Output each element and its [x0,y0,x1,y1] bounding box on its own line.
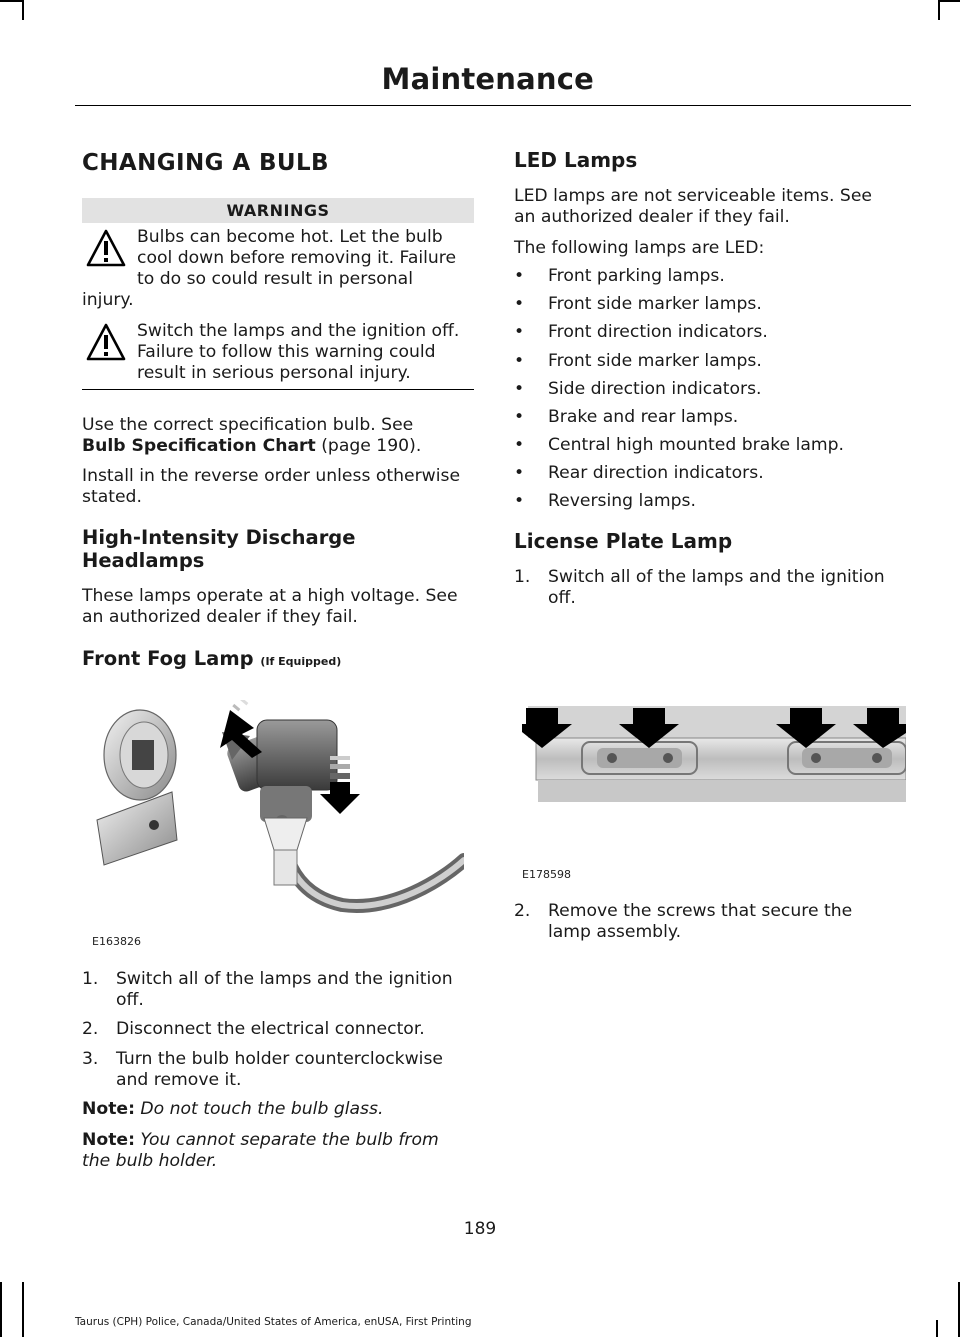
step-line: Disconnect the electrical connector. [116,1019,425,1039]
bullet-dot: • [514,463,525,483]
step-line: Switch all of the lamps and the ignition [116,969,453,989]
warnings-rule [82,389,474,390]
note [82,1099,474,1120]
crop-mark [0,1282,2,1337]
crop-mark [22,0,24,20]
led-list-item [514,294,762,315]
warning-text [82,227,474,311]
hid-heading [82,526,356,572]
step-line: Turn the bulb holder counterclockwise [116,1049,443,1069]
led-item-text: Front side marker lamps. [548,351,762,371]
footer-text: Taurus (CPH) Police, Canada/United States of America, enUSA, First Printing [75,1316,472,1328]
install-line: stated. [82,487,142,507]
step-item [82,969,474,1011]
note-text: You cannot separate the bulb from [140,1130,439,1150]
warning-line: to do so could result in personal [137,269,413,289]
warning-text [82,321,474,384]
crop-mark [0,0,22,2]
led-item-text: Rear direction indicators. [548,463,764,483]
fog-heading [82,647,341,673]
hid-heading-line: High-Intensity Discharge [82,526,356,549]
install-paragraph [82,466,474,508]
warning-line: cool down before removing it. Failure [137,248,457,268]
hid-heading-line: Headlamps [82,549,205,572]
bullet-dot: • [514,379,525,399]
step-line: and remove it. [116,1070,242,1090]
step-number: 2. [82,1019,99,1039]
bullet-dot: • [514,407,525,427]
bullet-dot: • [514,351,525,371]
warnings-band: WARNINGS [82,198,474,223]
spec-paragraph [82,415,474,457]
spec-page-ref: (page 190). [315,436,422,456]
led-list-item [514,266,725,287]
fog-qualifier: (If Equipped) [260,655,342,668]
bullet-dot: • [514,491,525,511]
hid-line: an authorized dealer if they fail. [82,607,358,627]
led-item-text: Reversing lamps. [548,491,696,511]
header-rule [75,105,911,106]
led-item-text: Central high mounted brake lamp. [548,435,845,455]
led-item-text: Front parking lamps. [548,266,725,286]
step-item [82,1049,474,1091]
bullet-dot: • [514,266,525,286]
step-line: off. [548,588,576,608]
led-line: an authorized dealer if they fail. [514,207,790,227]
install-line: Install in the reverse order unless otherwise [82,466,461,486]
spec-text: Use the correct specification bulb. See [82,415,414,435]
step-item [82,1019,474,1040]
led-item-text: Side direction indicators. [548,379,762,399]
led-line: LED lamps are not serviceable items. See [514,186,872,206]
fog-figure-label: E163826 [92,935,141,948]
led-list-item [514,435,844,456]
note [82,1130,474,1172]
led-item-text: Brake and rear lamps. [548,407,739,427]
step-number: 2. [514,901,531,921]
bullet-dot: • [514,294,525,314]
step-number: 1. [82,969,99,989]
warning-line: Switch the lamps and the ignition off. [137,321,460,341]
note-label: Note: [82,1099,135,1119]
step-line: Remove the screws that secure the [548,901,853,921]
step-number: 3. [82,1049,99,1069]
page-number: 189 [463,1219,497,1239]
bulb-chart-link[interactable]: Bulb Specification Chart [82,436,316,456]
note-label: Note: [82,1130,135,1150]
led-list-item [514,379,762,400]
fog-heading-text: Front Fog Lamp [82,647,254,670]
section-heading: CHANGING A BULB [82,150,329,176]
step-line: Switch all of the lamps and the ignition [548,567,885,587]
step-line: lamp assembly. [548,922,682,942]
license-heading: License Plate Lamp [514,529,733,553]
led-paragraph [514,186,906,228]
license-figure-label: E178598 [522,868,571,881]
led-list-item [514,351,762,372]
step-number: 1. [514,567,531,587]
license-step [514,567,906,609]
led-list-item [514,407,738,428]
bullet-dot: • [514,322,525,342]
warning-line: Bulbs can become hot. Let the bulb [137,227,443,247]
led-heading: LED Lamps [514,148,638,172]
page-title: Maintenance [381,62,594,96]
hid-paragraph [82,586,474,628]
step-line: off. [116,990,144,1010]
led-list-item [514,322,768,343]
warning-line: injury. [82,290,134,310]
led-item-text: Front side marker lamps. [548,294,762,314]
note-text: Do not touch the bulb glass. [140,1099,384,1119]
license-step [514,901,906,943]
hid-line: These lamps operate at a high voltage. See [82,586,458,606]
bullet-dot: • [514,435,525,455]
led-item-text: Front direction indicators. [548,322,768,342]
crop-mark [938,0,940,20]
led-list-item [514,491,696,512]
crop-mark [938,0,960,2]
warning-line: result in serious personal injury. [137,363,411,383]
warning-line: Failure to follow this warning could [137,342,436,362]
license-lamp-figure [522,700,906,810]
led-list-item [514,463,764,484]
led-intro: The following lamps are LED: [514,238,765,258]
crop-mark [936,1320,938,1337]
note-text: the bulb holder. [82,1151,218,1171]
fog-lamp-figure [92,700,464,925]
crop-mark [22,1282,24,1337]
